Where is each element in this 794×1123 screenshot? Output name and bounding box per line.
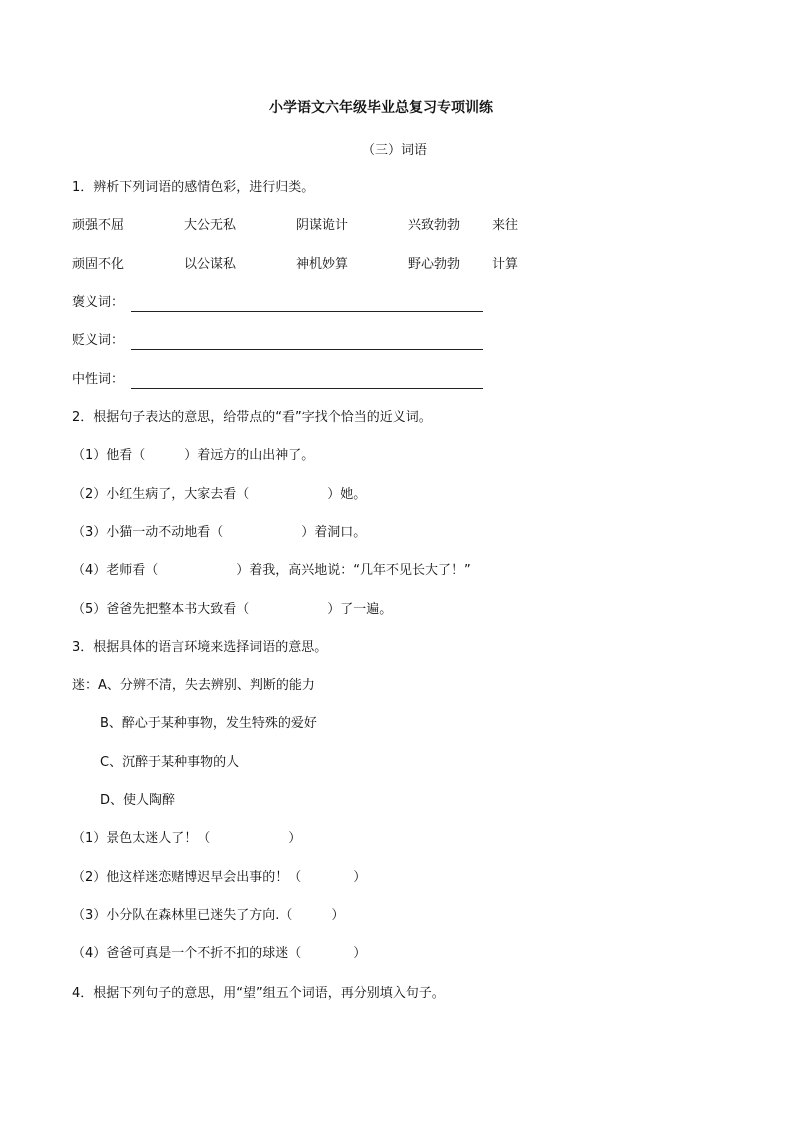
q1-word: 大公无私 [184,218,237,233]
neutral-label: 中性词： [72,372,125,387]
q3-item: （1）景色太迷人了！（ ） [72,831,302,846]
q2-prompt: 2．根据句子表达的意思，给带点的“看”字找个恰当的近义词。 [72,410,432,425]
section-subtitle: （三）词语 [362,143,428,158]
q1-word: 以公谋私 [184,257,237,272]
q1-word: 野心勃勃 [408,257,461,272]
q3-option: 迷：A、分辨不清，失去辨别、判断的能力 [72,678,315,693]
q3-item: （4）爸爸可真是一个不折不扣的球迷（ ） [72,946,367,961]
q3-option: C、沉醉于某种事物的人 [100,755,240,770]
q1-word: 顽固不化 [72,257,125,272]
q1-word: 顽强不屈 [72,218,125,233]
q1-word: 兴致勃勃 [408,218,461,233]
q2-item: （3）小猫一动不动地看（ ）着洞口。 [72,525,367,540]
q1-word: 阴谋诡计 [296,218,349,233]
q4-prompt: 4．根据下列句子的意思，用“望”组五个词语，再分别填入句子。 [72,986,445,1001]
q2-item: （2）小红生病了，大家去看（ ）她。 [72,487,367,502]
q3-option: B、醉心于某种事物，发生特殊的爱好 [100,716,317,731]
q3-option: D、使人陶醉 [100,793,176,808]
q3-prompt: 3．根据具体的语言环境来选择词语的意思。 [72,640,328,655]
q1-prompt: 1．辨析下列词语的感情色彩，进行归类。 [72,180,315,195]
derogatory-answer-line[interactable] [131,349,483,350]
q3-item: （3）小分队在森林里已迷失了方向.（ ） [72,908,345,923]
q2-item: （4）老师看（ ）着我，高兴地说：“几年不见长大了！” [72,563,471,578]
page-title: 小学语文六年级毕业总复习专项训练 [269,100,493,116]
derogatory-label: 贬义词： [72,333,125,348]
q1-word: 计算 [492,257,519,272]
q1-word: 来往 [492,218,519,233]
neutral-answer-line[interactable] [131,388,483,389]
q2-item: （5）爸爸先把整本书大致看（ ）了一遍。 [72,602,393,617]
commendatory-answer-line[interactable] [131,311,483,312]
q3-item: （2）他这样迷恋赌博迟早会出事的！（ ） [72,870,367,885]
q1-word: 神机妙算 [296,257,349,272]
commendatory-label: 褒义词： [72,295,125,310]
q2-item: （1）他看（ ）着远方的山出神了。 [72,448,315,463]
